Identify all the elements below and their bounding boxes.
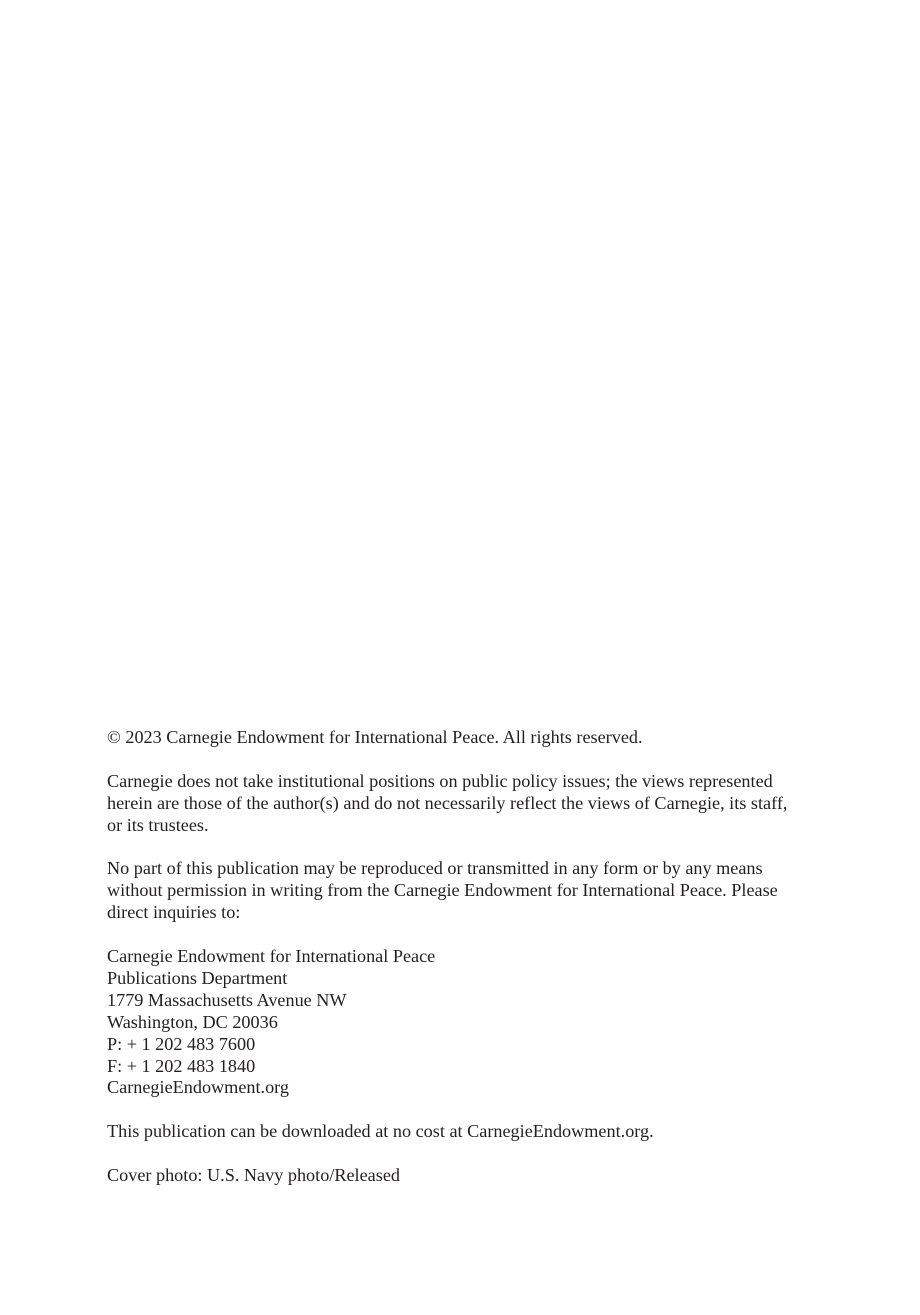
copyright-text: © 2023 Carnegie Endowment for International Peace. All rights reserved. bbox=[107, 727, 643, 747]
cover-credit-text: Cover photo: U.S. Navy photo/Released bbox=[107, 1165, 400, 1186]
download-note-text: This publication can be downloaded at no cost at CarnegieEndowment.org. bbox=[107, 1121, 654, 1142]
address-city: Washington, DC 20036 bbox=[107, 1011, 278, 1032]
address-street: 1779 Massachusetts Avenue NW bbox=[107, 989, 347, 1010]
disclaimer-paragraph bbox=[107, 770, 788, 837]
address-fax: F: + 1 202 483 1840 bbox=[107, 1055, 256, 1076]
cover-credit bbox=[107, 1165, 777, 1187]
disclaimer-line: Carnegie does not take institutional positions on public policy issues; the views represented bbox=[107, 770, 773, 791]
permissions-line: direct inquiries to: bbox=[107, 902, 241, 923]
copyright-notice bbox=[107, 727, 777, 749]
disclaimer-line: herein are those of the author(s) and do not necessarily reflect the views of Carnegie, its staff, bbox=[107, 792, 788, 813]
download-note bbox=[107, 1121, 777, 1143]
address-website: CarnegieEndowment.org bbox=[107, 1077, 289, 1098]
address-department: Publications Department bbox=[107, 967, 288, 988]
address-organization: Carnegie Endowment for International Peace bbox=[107, 946, 436, 967]
mailing-address bbox=[107, 946, 777, 1099]
permissions-line: without permission in writing from the Carnegie Endowment for International Peace. Please bbox=[107, 880, 778, 901]
address-phone: P: + 1 202 483 7600 bbox=[107, 1033, 256, 1054]
colophon bbox=[107, 727, 788, 1187]
permissions-paragraph bbox=[107, 858, 777, 924]
permissions-line: No part of this publication may be reproduced or transmitted in any form or by any means bbox=[107, 858, 763, 879]
disclaimer-line: or its trustees. bbox=[107, 814, 209, 835]
